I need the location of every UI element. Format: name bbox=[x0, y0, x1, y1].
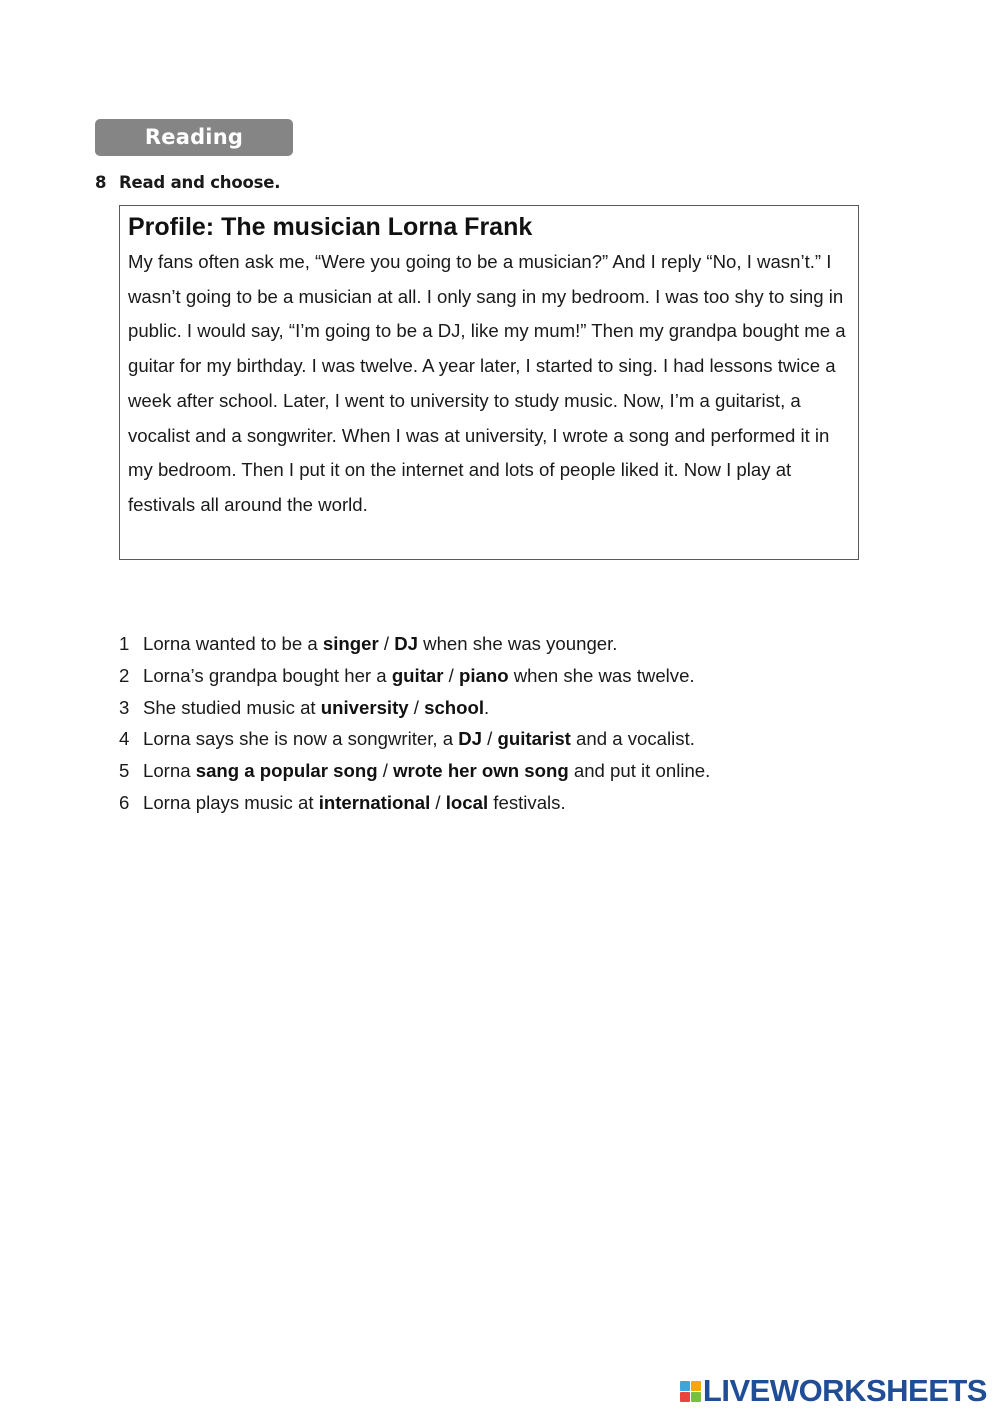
section-title-reading: Reading bbox=[95, 119, 293, 156]
question-number: 1 bbox=[119, 633, 130, 654]
liveworksheets-logo-icon bbox=[680, 1381, 701, 1402]
liveworksheets-brand bbox=[680, 1375, 987, 1407]
choice-option-a[interactable]: singer bbox=[322, 633, 379, 654]
choice-option-a[interactable]: sang a popular song bbox=[195, 760, 378, 782]
choice-option-a[interactable]: DJ bbox=[458, 728, 483, 750]
question-item bbox=[119, 723, 710, 755]
choice-separator: / bbox=[408, 696, 425, 718]
question-text-after: when she was younger. bbox=[417, 633, 618, 654]
liveworksheets-wordmark: LIVEWORKSHEETS bbox=[702, 1373, 987, 1408]
question-number: 2 bbox=[119, 664, 130, 686]
question-text-after: when she was twelve. bbox=[508, 664, 695, 686]
question-item bbox=[119, 660, 710, 692]
exercise-number: 8 bbox=[95, 173, 107, 192]
question-text-after: and a vocalist. bbox=[570, 728, 695, 750]
choice-option-a[interactable]: guitar bbox=[391, 664, 444, 686]
question-item bbox=[119, 628, 710, 660]
question-text-before: She studied music at bbox=[143, 696, 321, 718]
choice-option-b[interactable]: school bbox=[424, 696, 485, 718]
question-number: 3 bbox=[119, 696, 130, 718]
question-text-after: and put it online. bbox=[568, 760, 711, 782]
logo-cell bbox=[680, 1381, 690, 1391]
choice-option-b[interactable]: guitarist bbox=[497, 728, 571, 750]
question-text-before: Lorna’s grandpa bought her a bbox=[143, 664, 392, 686]
question-text-after: festivals. bbox=[488, 791, 566, 813]
choice-option-b[interactable]: piano bbox=[458, 664, 509, 686]
question-text-before: Lorna wanted to be a bbox=[143, 633, 323, 654]
choice-option-b[interactable]: wrote her own song bbox=[393, 760, 569, 782]
choice-option-a[interactable]: university bbox=[320, 696, 409, 718]
question-text-after: . bbox=[484, 696, 490, 718]
choice-separator: / bbox=[443, 664, 459, 686]
logo-cell bbox=[680, 1392, 690, 1402]
choice-separator: / bbox=[430, 791, 446, 813]
question-item bbox=[119, 755, 710, 787]
profile-body: My fans often ask me, “Were you going to be a musician?” And I reply “No, I wasn’t.” I wasn’t going to be a musician at all. I only sang in my bedroom. I was too shy to sing in public. I would say, “I’m going to be a DJ, like my mum!” Then my grandpa bought me a guitar for my birthday. I was twelve. A year later, I started to sing. I had lessons twice a week after school. Later, I went to university to study music. Now, I’m a guitarist, a vocalist and a songwriter. When I was at university, I wrote a song and performed it in my bedroom. Then I put it on the internet and lots of people liked it. Now I play at festivals all around the world. bbox=[128, 251, 846, 515]
question-text-before: Lorna plays music at bbox=[143, 791, 319, 813]
question-text-before: Lorna says she is now a songwriter, a bbox=[143, 728, 459, 750]
profile-title: Profile: The musician Lorna Frank bbox=[128, 213, 533, 241]
question-number: 5 bbox=[119, 760, 130, 782]
choice-option-b[interactable]: DJ bbox=[394, 633, 418, 654]
question-text-before: Lorna bbox=[143, 760, 196, 782]
question-number: 6 bbox=[119, 791, 130, 813]
question-item bbox=[119, 787, 710, 819]
choice-option-a[interactable]: international bbox=[318, 791, 431, 813]
choice-separator: / bbox=[482, 728, 498, 750]
logo-cell bbox=[691, 1392, 701, 1402]
exercise-instruction bbox=[95, 171, 280, 195]
choice-option-b[interactable]: local bbox=[445, 791, 489, 813]
question-list bbox=[119, 628, 710, 819]
choice-separator: / bbox=[378, 633, 395, 654]
logo-cell bbox=[691, 1381, 701, 1391]
profile-text-box bbox=[119, 205, 859, 560]
exercise-instruction-text: Read and choose. bbox=[119, 173, 281, 192]
question-number: 4 bbox=[119, 728, 130, 750]
choice-separator: / bbox=[377, 760, 394, 782]
question-item bbox=[119, 692, 710, 724]
